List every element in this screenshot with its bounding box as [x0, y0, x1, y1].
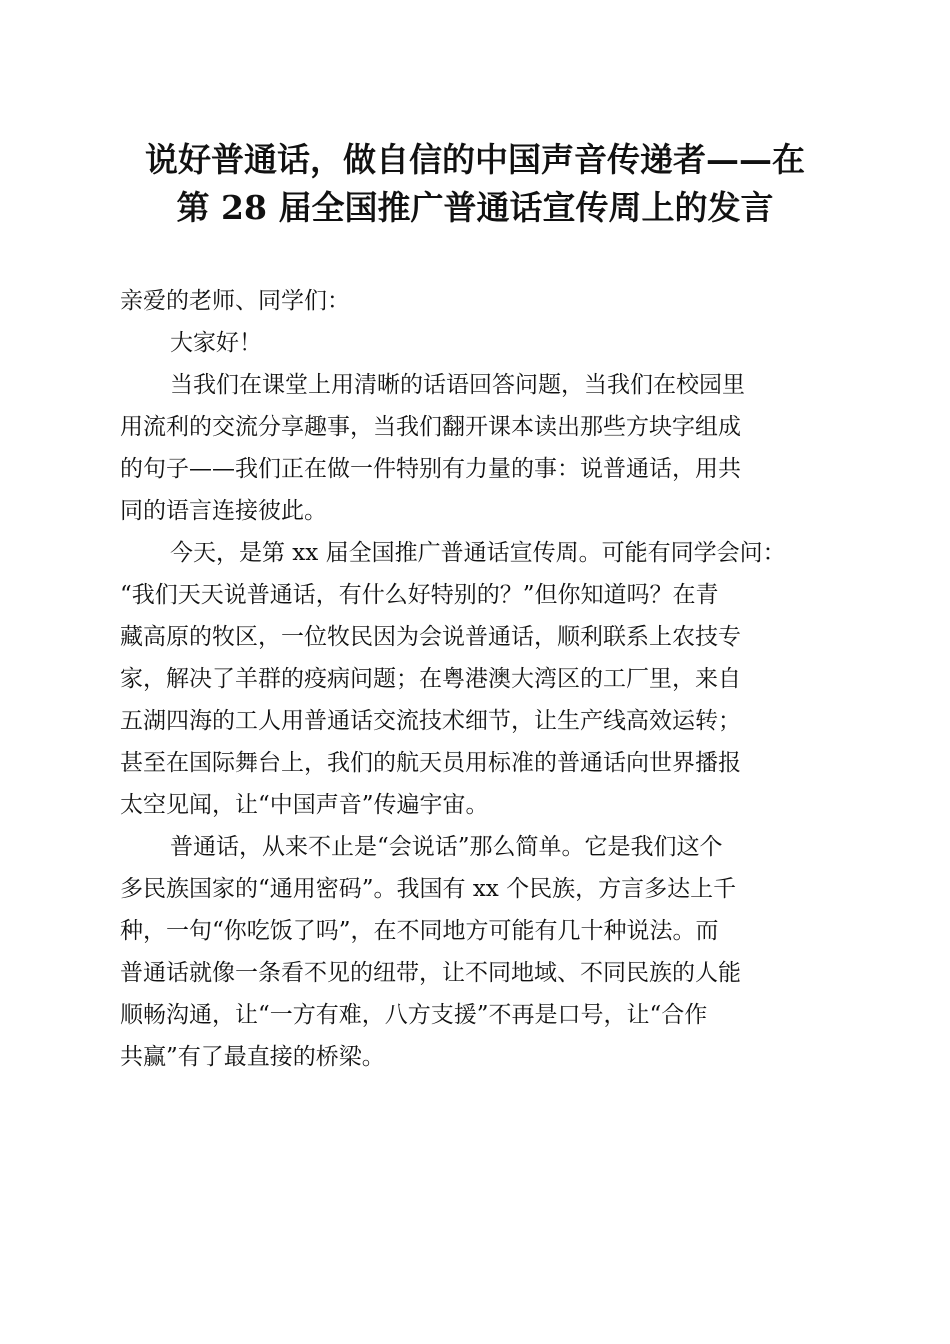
paragraph-line: 五湖四海的工人用普通话交流技术细节，让生产线高效运转；	[120, 708, 741, 734]
paragraph-3	[120, 826, 832, 1078]
paragraph-line: 当我们在课堂上用清晰的话语回答问题，当我们在校园里	[170, 372, 745, 398]
paragraph-line: 多民族国家的“通用密码”。我国有 xx 个民族，方言多达上千	[120, 876, 737, 902]
paragraph-line: “我们天天说普通话，有什么好特别的？”但你知道吗？在青	[120, 582, 719, 608]
paragraph-line: 家，解决了羊群的疫病问题；在粤港澳大湾区的工厂里，来自	[120, 666, 741, 692]
paragraph-line: 同的语言连接彼此。	[120, 498, 327, 524]
paragraph-line: 普通话，从来不止是“会说话”那么简单。它是我们这个	[170, 834, 723, 860]
title-line-2: 第 28 届全国推广普通话宣传周上的发言	[176, 188, 774, 227]
paragraph-line: 顺畅沟通，让“一方有难，八方支援”不再是口号，让“合作	[120, 1002, 708, 1028]
document-title	[100, 136, 850, 232]
paragraph-1	[120, 364, 832, 532]
paragraph-line: 太空见闻，让“中国声音”传遍宇宙。	[120, 792, 489, 818]
paragraph-line: 种，一句“你吃饭了吗”，在不同地方可能有几十种说法。而	[120, 918, 719, 944]
paragraph-line: 的句子——我们正在做一件特别有力量的事：说普通话，用共	[120, 456, 741, 482]
title-line-1: 说好普通话，做自信的中国声音传递者——在	[145, 140, 805, 179]
paragraph-line: 共赢”有了最直接的桥梁。	[120, 1044, 385, 1070]
paragraph-line: 普通话就像一条看不见的纽带，让不同地域、不同民族的人能	[120, 960, 741, 986]
paragraph-line: 甚至在国际舞台上，我们的航天员用标准的普通话向世界播报	[120, 750, 741, 776]
paragraph-line: 今天，是第 xx 届全国推广普通话宣传周。可能有同学会问：	[170, 540, 786, 566]
paragraph-2	[120, 532, 832, 826]
paragraph-line: 藏高原的牧区，一位牧民因为会说普通话，顺利联系上农技专	[120, 624, 741, 650]
greeting: 大家好！	[170, 330, 262, 356]
salutation: 亲爱的老师、同学们：	[120, 288, 350, 314]
paragraph-line: 用流利的交流分享趣事，当我们翻开课本读出那些方块字组成	[120, 414, 741, 440]
document-body	[120, 280, 832, 1078]
